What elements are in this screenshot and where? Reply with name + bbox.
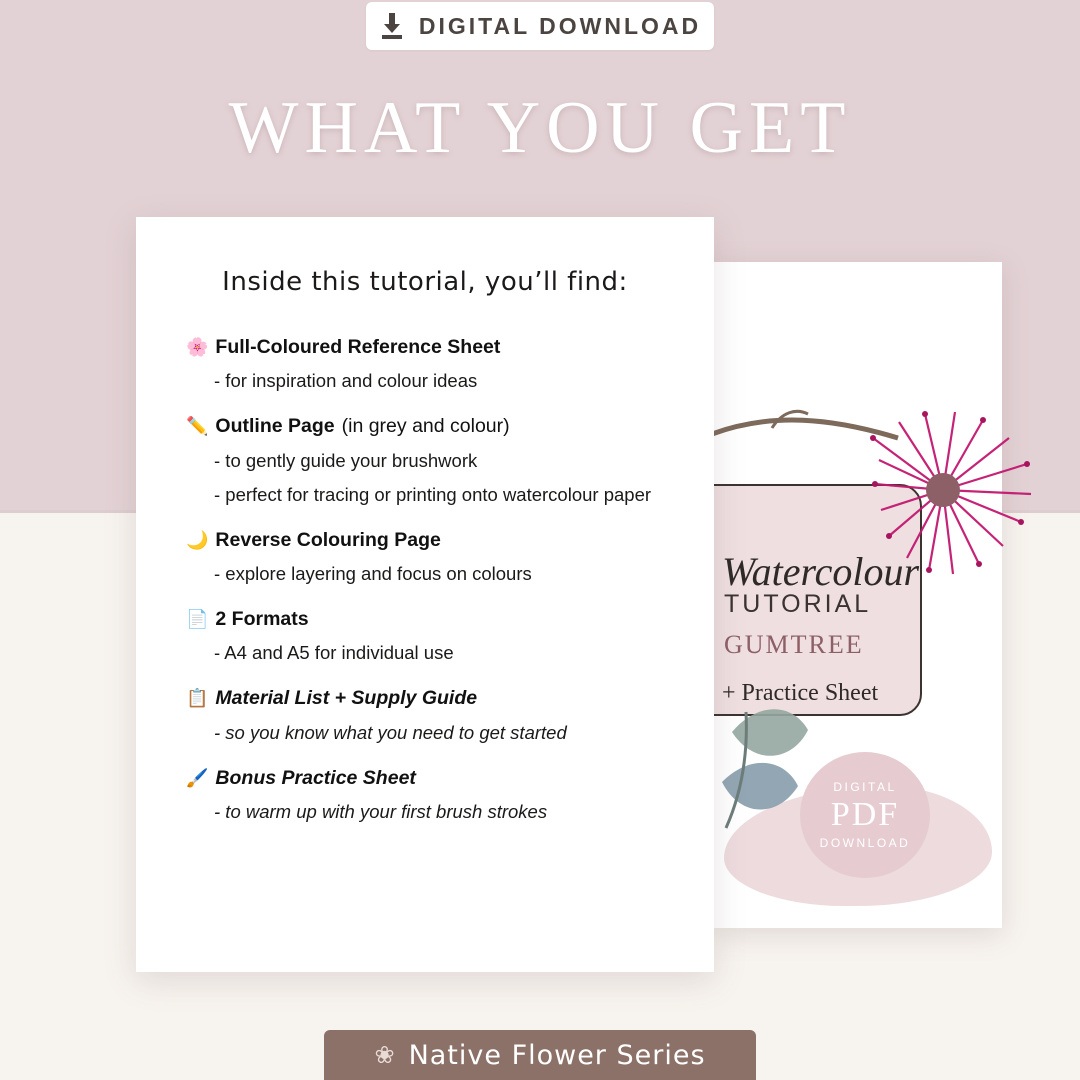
list-item-heading	[186, 607, 684, 632]
pdf-stamp	[800, 752, 930, 878]
list-item-title: Full-Coloured Reference Sheet	[215, 336, 501, 358]
list-item-heading	[186, 335, 684, 360]
pencil-icon: ✏️	[186, 416, 209, 437]
list-item	[166, 686, 684, 745]
digital-download-badge	[366, 2, 714, 50]
list-item-detail: - so you know what you need to get started	[214, 721, 567, 743]
inclusions-card	[136, 217, 714, 972]
pdf-stamp-main: PDF	[830, 796, 900, 833]
list-item-title: Material List + Supply Guide	[215, 687, 478, 710]
preview-title: Watercolour	[722, 549, 920, 594]
list-item-title: Outline Page	[215, 415, 335, 438]
list-item	[166, 766, 684, 825]
series-label: Native Flower Series	[408, 1039, 706, 1071]
list-item-heading	[186, 414, 684, 439]
list-item-title: Reverse Colouring Page	[215, 528, 441, 551]
list-item-heading	[186, 766, 684, 791]
download-icon	[379, 12, 405, 40]
list-item-detail: - for inspiration and colour ideas	[214, 370, 478, 392]
list-item	[166, 528, 684, 587]
list-item	[166, 414, 684, 507]
preview-subtitle: TUTORIAL	[724, 590, 872, 618]
list-item	[166, 607, 684, 666]
list-item-detail: - A4 and A5 for individual use	[214, 642, 454, 664]
page-icon: 📄	[186, 608, 209, 629]
paintbrush-icon: 🖌️	[186, 767, 209, 788]
list-item-title: Bonus Practice Sheet	[215, 766, 416, 789]
list-item	[166, 335, 684, 394]
list-item-detail: - explore layering and focus on colours	[214, 562, 532, 584]
list-item-note: (in grey and colour)	[341, 415, 510, 438]
pdf-stamp-top: DIGITAL	[833, 780, 897, 794]
list-item-heading	[186, 528, 684, 553]
series-ribbon	[324, 1030, 756, 1080]
inclusions-title: Inside this tutorial, you’ll find:	[222, 267, 628, 297]
page-title: WHAT YOU GET	[228, 87, 852, 169]
list-item-detail: - to warm up with your first brush strokes	[214, 800, 548, 822]
list-item-detail: - perfect for tracing or printing onto watercolour paper	[214, 483, 652, 505]
moon-icon: 🌙	[186, 529, 209, 550]
flower-icon: ❀	[374, 1041, 395, 1069]
list-item-detail: - to gently guide your brushwork	[214, 449, 478, 471]
clipboard-icon: 📋	[186, 688, 209, 709]
preview-subject: GUMTREE	[724, 630, 864, 659]
list-item-heading	[186, 686, 684, 711]
pdf-stamp-bottom: DOWNLOAD	[819, 836, 911, 850]
preview-practice-label: + Practice Sheet	[722, 680, 879, 706]
digital-download-label: DIGITAL DOWNLOAD	[418, 12, 702, 39]
list-item-title: 2 Formats	[215, 607, 309, 630]
blossom-icon: 🌸	[186, 337, 209, 357]
